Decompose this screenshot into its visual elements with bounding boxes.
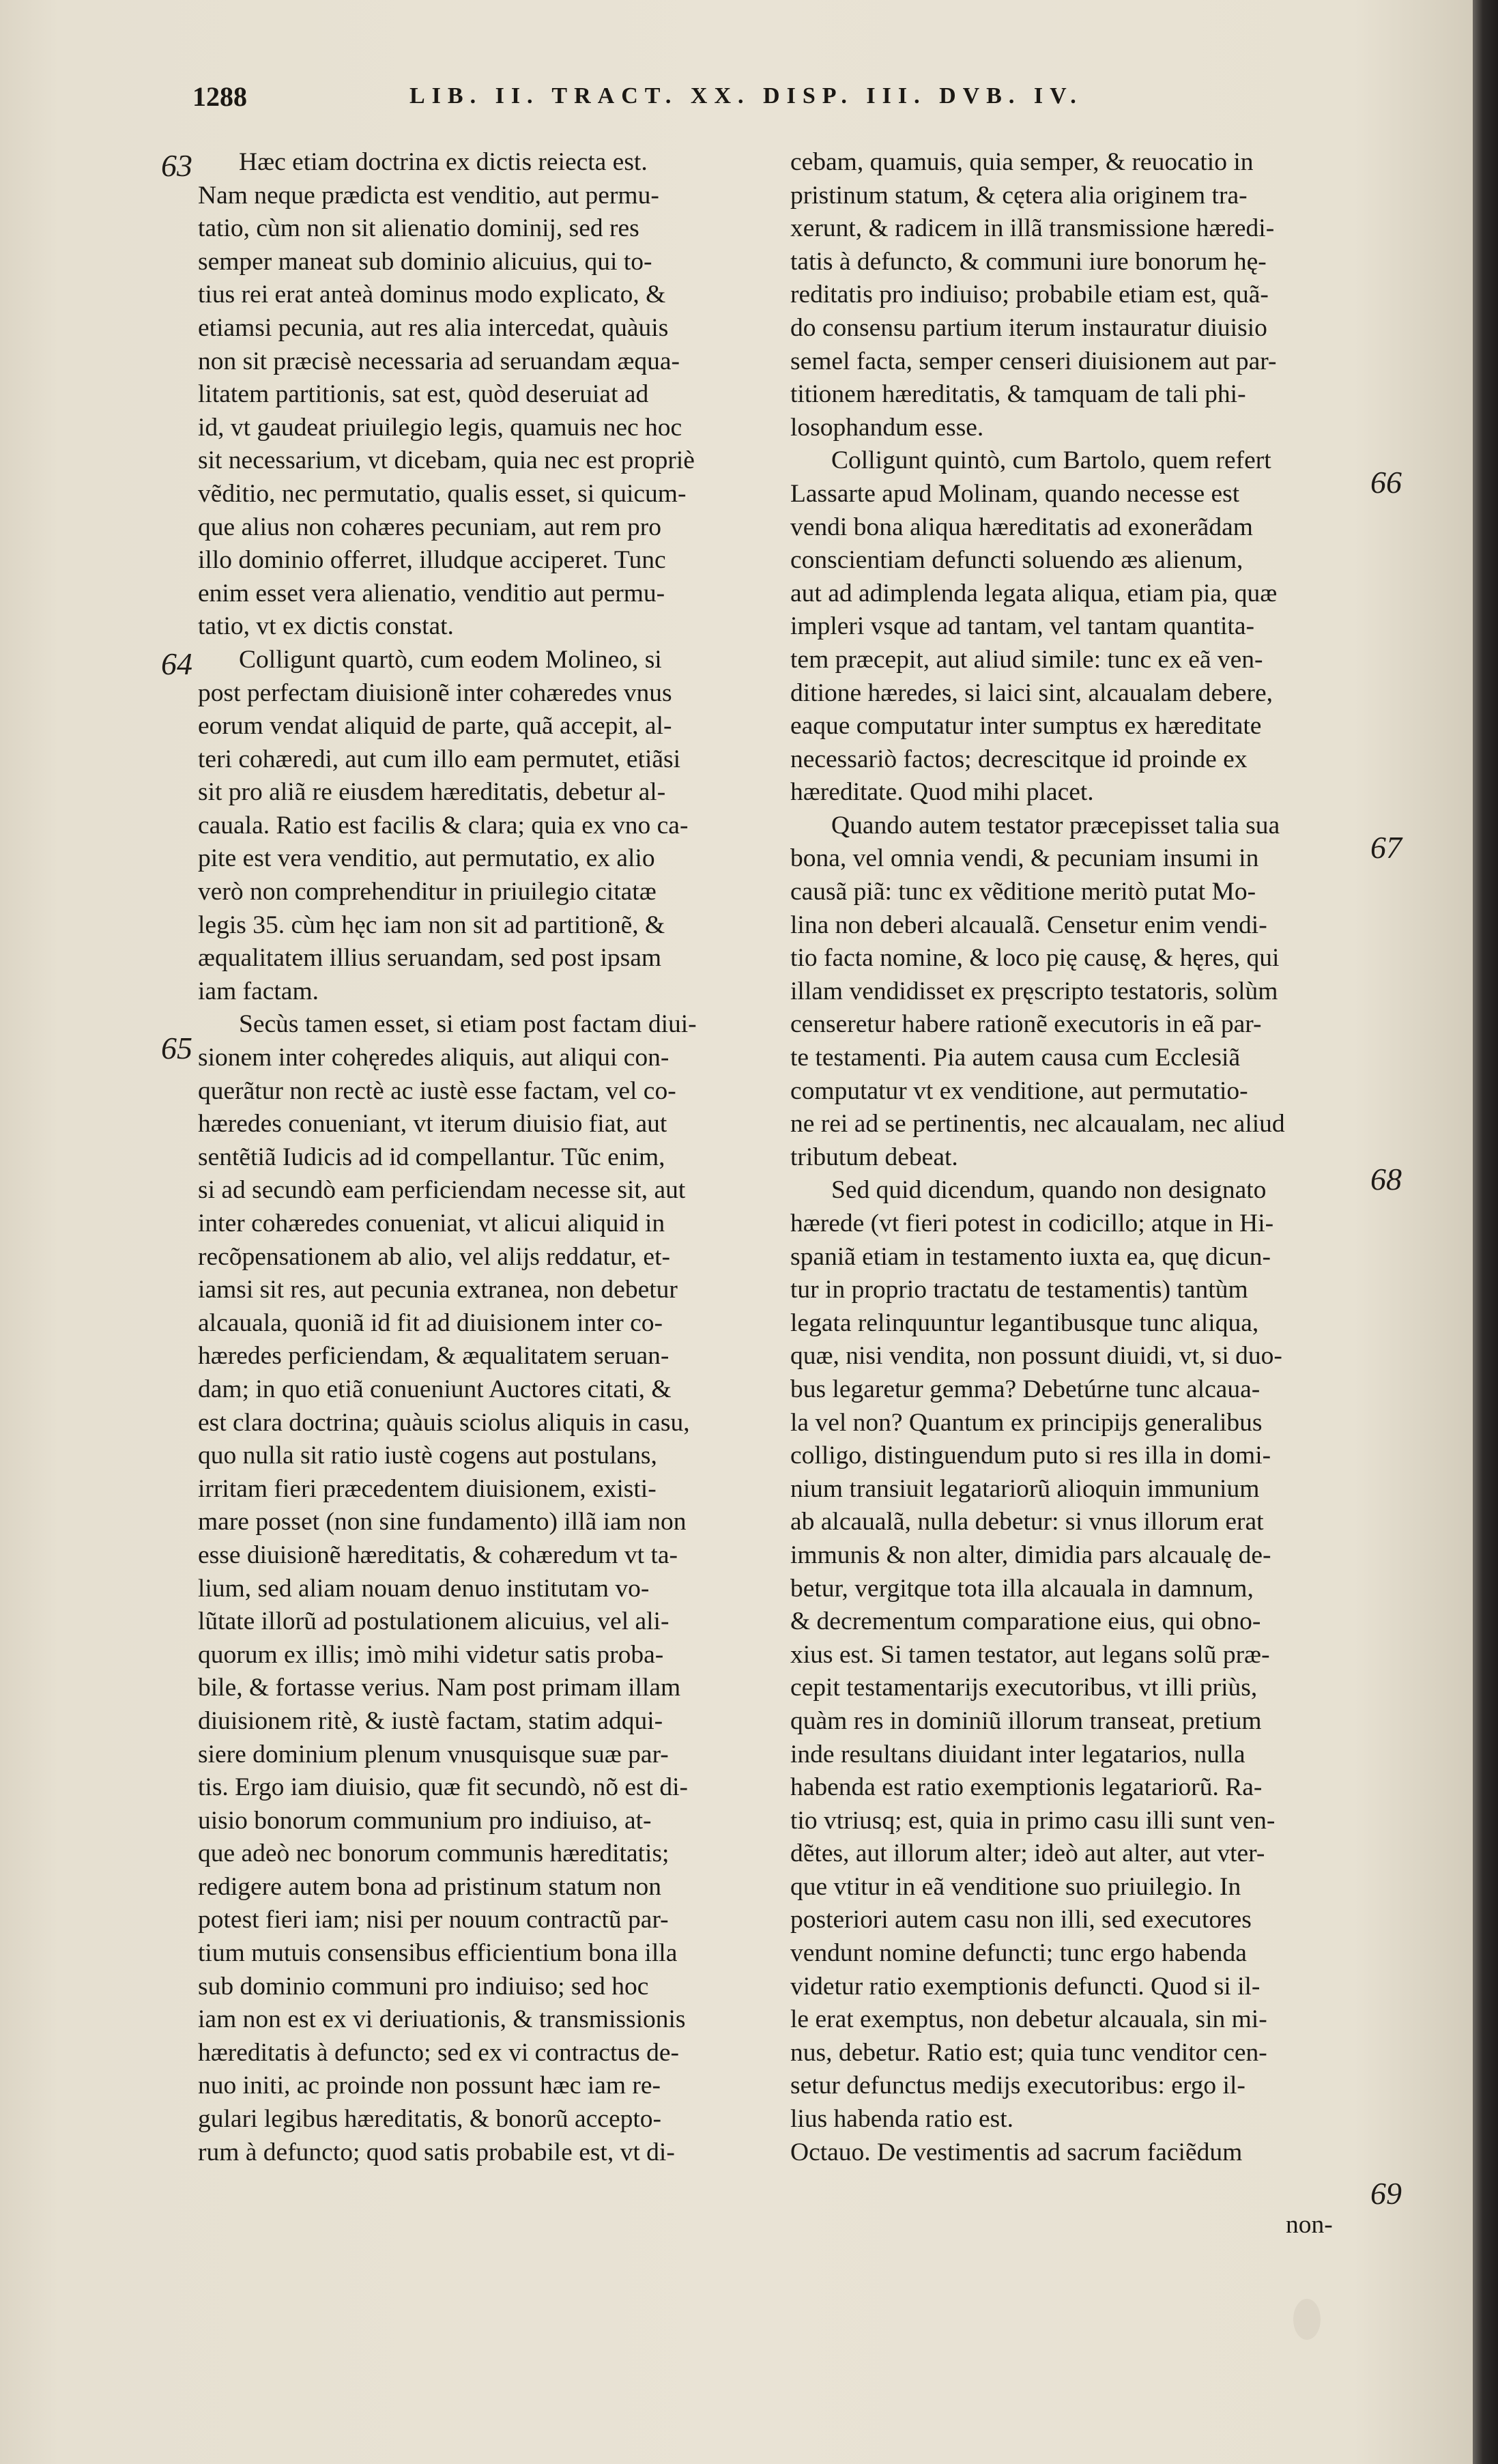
text-line: quorum ex illis; imò mihi videtur satis proba-: [198, 1640, 664, 1669]
text-line: posteriori autem casu non illi, sed executores: [790, 1906, 1252, 1934]
text-line: eorum vendat aliquid de parte, quã accepit, al-: [198, 712, 672, 741]
running-header: [192, 81, 1216, 135]
text-line: siere dominium plenum vnusquisque suæ par-: [198, 1740, 669, 1768]
margin-number-64: 64: [161, 646, 192, 681]
text-line: rum à defuncto; quod satis probabile est, vt di-: [198, 2138, 675, 2166]
text-line: sit necessarium, vt dicebam, quia nec est propriè: [198, 446, 695, 475]
text-line: esse diuisionẽ hæreditatis, & cohæredum vt ta-: [198, 1541, 678, 1569]
text-line: ab alcaualã, nulla debetur: si vnus illorum erat: [790, 1508, 1264, 1536]
text-line: que alius non cohæres pecuniam, aut rem pro: [198, 513, 661, 541]
text-line: necessariò factos; decrescitque id proinde ex: [790, 745, 1248, 773]
book-gutter-edge: [1473, 0, 1498, 2464]
text-line: & decrementum comparatione eius, qui obno-: [790, 1607, 1261, 1636]
text-line: hæreditate. Quod mihi placet.: [790, 778, 1094, 807]
text-line: colligo, distinguendum puto si res illa in domi-: [790, 1442, 1271, 1470]
text-line: cebam, quamuis, quia semper, & reuocatio in: [790, 148, 1254, 176]
text-line: potest fieri iam; nisi per nouum contractũ par-: [198, 1906, 669, 1934]
text-line: uisio bonorum communium pro indiuiso, at-: [198, 1806, 652, 1835]
text-line: illam vendidisset ex pręscripto testatoris, solùm: [790, 977, 1278, 1005]
text-line: Lassarte apud Molinam, quando necesse est: [790, 479, 1240, 508]
text-line: censeretur habere rationẽ executoris in eã par-: [790, 1010, 1262, 1039]
text-line: vendunt nomine defuncti; tunc ergo habenda: [790, 1939, 1247, 1968]
text-line: diuisionem ritè, & iustè factam, statim adqui-: [198, 1706, 663, 1735]
text-line: cauala. Ratio est facilis & clara; quia ex vno ca-: [198, 811, 689, 840]
text-line: Sed quid dicendum, quando non designato: [831, 1176, 1267, 1205]
text-line: litatem partitionis, sat est, quòd deseruiat ad: [198, 380, 649, 409]
margin-number-63: 63: [161, 148, 192, 183]
text-line: te testamenti. Pia autem causa cum Ecclesiã: [790, 1044, 1241, 1072]
text-line: sentẽtiã Iudicis ad id compellantur. Tũc enim,: [198, 1143, 665, 1171]
text-line: ditione hæredes, si laici sint, alcaualam debere,: [790, 678, 1273, 707]
text-line: inde resultans diuidant inter legatarios, nulla: [790, 1740, 1245, 1768]
text-line: Hæc etiam doctrina ex dictis reiecta est.: [239, 148, 648, 176]
margin-number-68: 68: [1370, 1162, 1402, 1197]
text-line: Quando autem testator præcepisset talia sua: [831, 811, 1280, 840]
text-line: dam; in quo etiã conueniunt Auctores citati, &: [198, 1375, 672, 1403]
text-line: impleri vsque ad tantam, vel tantam quantita-: [790, 612, 1254, 641]
text-line: teri cohæredi, aut cum illo eam permutet, etiãsi: [198, 745, 681, 773]
text-line: tio vtriusq; est, quia in primo casu illi sunt ven-: [790, 1806, 1276, 1835]
text-line: habenda est ratio exemptionis legatariorũ. Ra-: [790, 1773, 1263, 1802]
text-line: semper maneat sub dominio alicuius, qui to-: [198, 247, 652, 276]
text-line: immunis & non alter, dimidia pars alcaualę de-: [790, 1541, 1271, 1569]
text-line: xius est. Si tamen testator, aut legans solũ præ-: [790, 1640, 1270, 1669]
text-line: irritam fieri præcedentem diuisionem, existi-: [198, 1474, 657, 1503]
text-line: la vel non? Quantum ex principijs generalibus: [790, 1408, 1263, 1437]
text-line: enim esset vera alienatio, venditio aut permu-: [198, 579, 665, 607]
margin-number-67: 67: [1370, 830, 1402, 865]
text-line: bona, vel omnia vendi, & pecuniam insumi in: [790, 844, 1259, 873]
text-line: etiamsi pecunia, aut res alia intercedat, quàuis: [198, 313, 669, 342]
catchword: non-: [1286, 2211, 1333, 2239]
text-line: recõpensationem ab alio, vel alijs reddatur, et-: [198, 1242, 670, 1271]
text-line: videtur ratio exemptionis defuncti. Quod si il-: [790, 1972, 1261, 2001]
text-line: nus, debetur. Ratio est; quia tunc venditor cen-: [790, 2038, 1267, 2067]
text-line: betur, vergitque tota illa alcauala in damnum,: [790, 1574, 1254, 1603]
text-line: non sit præcisè necessaria ad seruandam æqua-: [198, 347, 680, 375]
text-line: lius habenda ratio est.: [790, 2105, 1013, 2134]
text-line: tur in proprio tractatu de testamentis) tantùm: [790, 1276, 1248, 1304]
text-line: vẽditio, nec permutatio, qualis esset, si quicum-: [198, 479, 687, 508]
text-line: tium mutuis consensibus efficientium bona illa: [198, 1939, 678, 1968]
text-line: nuo initi, ac proinde non possunt hæc iam re-: [198, 2072, 661, 2100]
text-line: sub dominio communi pro indiuiso; sed hoc: [198, 1972, 649, 2001]
text-line: hærede (vt fieri potest in codicillo; atque in Hi-: [790, 1209, 1274, 1237]
text-line: eaque computatur inter sumptus ex hæreditate: [790, 712, 1262, 741]
text-line: tatio, vt ex dictis constat.: [198, 612, 454, 641]
text-line: Colligunt quintò, cum Bartolo, quem refert: [831, 446, 1271, 475]
text-line: aut ad adimplenda legata aliqua, etiam pia, quæ: [790, 579, 1278, 607]
text-line: nium transiuit legatariorũ alioquin immunium: [790, 1474, 1260, 1503]
text-line: quo nulla sit ratio iustè cogens aut postulans,: [198, 1442, 657, 1470]
text-line: lina non deberi alcaualã. Censetur enim vendi-: [790, 911, 1267, 939]
text-line: iam non est ex vi deriuationis, & transmissionis: [198, 2005, 686, 2034]
text-line: hæredes conueniant, vt iterum diuisio fiat, aut: [198, 1110, 667, 1138]
text-line: computatur vt ex venditione, aut permutatio-: [790, 1076, 1248, 1105]
text-line: spaniã etiam in testamento iuxta ea, quę dicun-: [790, 1242, 1271, 1271]
text-line: tius rei erat anteà dominus modo explicato, &: [198, 281, 666, 309]
paper-stain: [1293, 2299, 1321, 2340]
page-number: 1288: [192, 81, 247, 112]
text-line: le erat exemptus, non debetur alcauala, sin mi-: [790, 2005, 1267, 2034]
text-line: vendi bona aliqua hæreditatis ad exonerãdam: [790, 513, 1253, 541]
text-line: post perfectam diuisionẽ inter cohæredes vnus: [198, 678, 672, 707]
text-line: tio facta nomine, & loco pię causę, & hęres, qui: [790, 944, 1280, 973]
text-line: verò non comprehenditur in priuilegio citatæ: [198, 878, 657, 906]
text-line: id, vt gaudeat priuilegio legis, quamuis nec hoc: [198, 413, 682, 442]
text-line: inter cohæredes conueniat, vt alicui aliquid in: [198, 1209, 665, 1237]
text-line: gulari legibus hæreditatis, & bonorũ accepto-: [198, 2105, 661, 2134]
text-line: legis 35. cùm hęc iam non sit ad partitionẽ, &: [198, 911, 665, 939]
text-line: alcauala, quoniã id fit ad diuisionem inter co-: [198, 1308, 663, 1337]
text-line: hæredes perficiendam, & æqualitatem seruan-: [198, 1342, 669, 1371]
text-line: sit pro aliã re eiusdem hæreditatis, debetur al-: [198, 778, 666, 807]
text-line: lũtate illorũ ad postulationem alicuius, vel ali-: [198, 1607, 669, 1636]
text-line: losophandum esse.: [790, 413, 984, 442]
text-line: pite est vera venditio, aut permutatio, ex alio: [198, 844, 655, 873]
text-line: iamsi sit res, aut pecunia extranea, non debetur: [198, 1276, 678, 1304]
text-line: xerunt, & radicem in illã transmissione hæredi-: [790, 214, 1275, 243]
text-line: bile, & fortasse verius. Nam post primam illam: [198, 1674, 681, 1702]
text-line: reditatis pro indiuiso; probabile etiam est, quã-: [790, 281, 1269, 309]
text-line: tributum debeat.: [790, 1143, 958, 1171]
text-line: tem præcepit, aut aliud simile: tunc ex eã ven-: [790, 645, 1263, 674]
text-line: Colligunt quartò, cum eodem Molineo, si: [239, 645, 662, 674]
text-line: tis. Ergo iam diuisio, quæ fit secundò, nõ est di-: [198, 1773, 689, 1802]
text-line: Secùs tamen esset, si etiam post factam diui-: [239, 1010, 697, 1039]
text-line: ne rei ad se pertinentis, nec alcaualam, nec aliud: [790, 1110, 1285, 1138]
text-line: tatio, cùm non sit alienatio dominij, sed res: [198, 214, 639, 243]
left-text-column: [198, 146, 785, 2169]
text-line: redigere autem bona ad pristinum statum non: [198, 1872, 661, 1901]
text-line: cepit testamentarijs executoribus, vt illi priùs,: [790, 1674, 1258, 1702]
margin-number-66: 66: [1370, 465, 1402, 500]
text-line: sionem inter cohęredes aliquis, aut aliqui con-: [198, 1044, 669, 1072]
text-line: si ad secundò eam perficiendam necesse sit, aut: [198, 1176, 686, 1205]
text-line: est clara doctrina; quàuis sciolus aliquis in casu,: [198, 1408, 690, 1437]
text-line: pristinum statum, & cętera alia originem tra-: [790, 181, 1248, 210]
text-line: æqualitatem illius seruandam, sed post ipsam: [198, 944, 662, 973]
text-line: illo dominio offerret, illudque acciperet. Tunc: [198, 546, 666, 575]
running-title: LIB. II. TRACT. XX. DISP. III. DVB. IV.: [409, 83, 1083, 109]
text-line: tatis à defuncto, & communi iure bonorum hę-: [790, 247, 1267, 276]
margin-number-65: 65: [161, 1031, 192, 1065]
text-line: hæreditatis à defuncto; sed ex vi contractus de-: [198, 2038, 679, 2067]
text-line: legata relinquuntur legantibusque tunc aliqua,: [790, 1308, 1259, 1337]
text-line: semel facta, semper censeri diuisionem aut par-: [790, 347, 1277, 375]
text-line: lium, sed aliam nouam denuo institutam vo-: [198, 1574, 650, 1603]
text-line: do consensu partium iterum instauratur diuisio: [790, 313, 1267, 342]
text-line: Octauo. De vestimentis ad sacrum faciẽdum: [790, 2138, 1243, 2166]
text-line: que vtitur in eã venditione suo priuilegio. In: [790, 1872, 1241, 1901]
text-line: Nam neque prædicta est venditio, aut permu-: [198, 181, 659, 210]
text-line: dẽtes, aut illorum alter; ideò aut alter, aut vter-: [790, 1839, 1265, 1868]
text-line: bus legaretur gemma? Debetúrne tunc alcaua-: [790, 1375, 1261, 1403]
text-line: iam factam.: [198, 977, 319, 1005]
margin-number-69: 69: [1370, 2176, 1402, 2211]
right-text-column: [790, 146, 1377, 2169]
text-line: titionem hæreditatis, & tamquam de tali phi-: [790, 380, 1246, 409]
text-line: querãtur non rectè ac iustè esse factam, vel co-: [198, 1076, 676, 1105]
text-line: setur defunctus medijs executoribus: ergo il-: [790, 2072, 1245, 2100]
text-line: conscientiam defuncti soluendo æs alienum,: [790, 546, 1243, 575]
text-line: quæ, nisi vendita, non possunt diuidi, vt, si duo-: [790, 1342, 1282, 1371]
text-line: que adeò nec bonorum communis hæreditatis;: [198, 1839, 669, 1868]
text-line: causã piã: tunc ex vẽditione meritò putat Mo-: [790, 878, 1256, 906]
text-line: quàm res in dominiũ illorum transeat, pretium: [790, 1706, 1262, 1735]
text-line: mare posset (non sine fundamento) illã iam non: [198, 1508, 687, 1536]
